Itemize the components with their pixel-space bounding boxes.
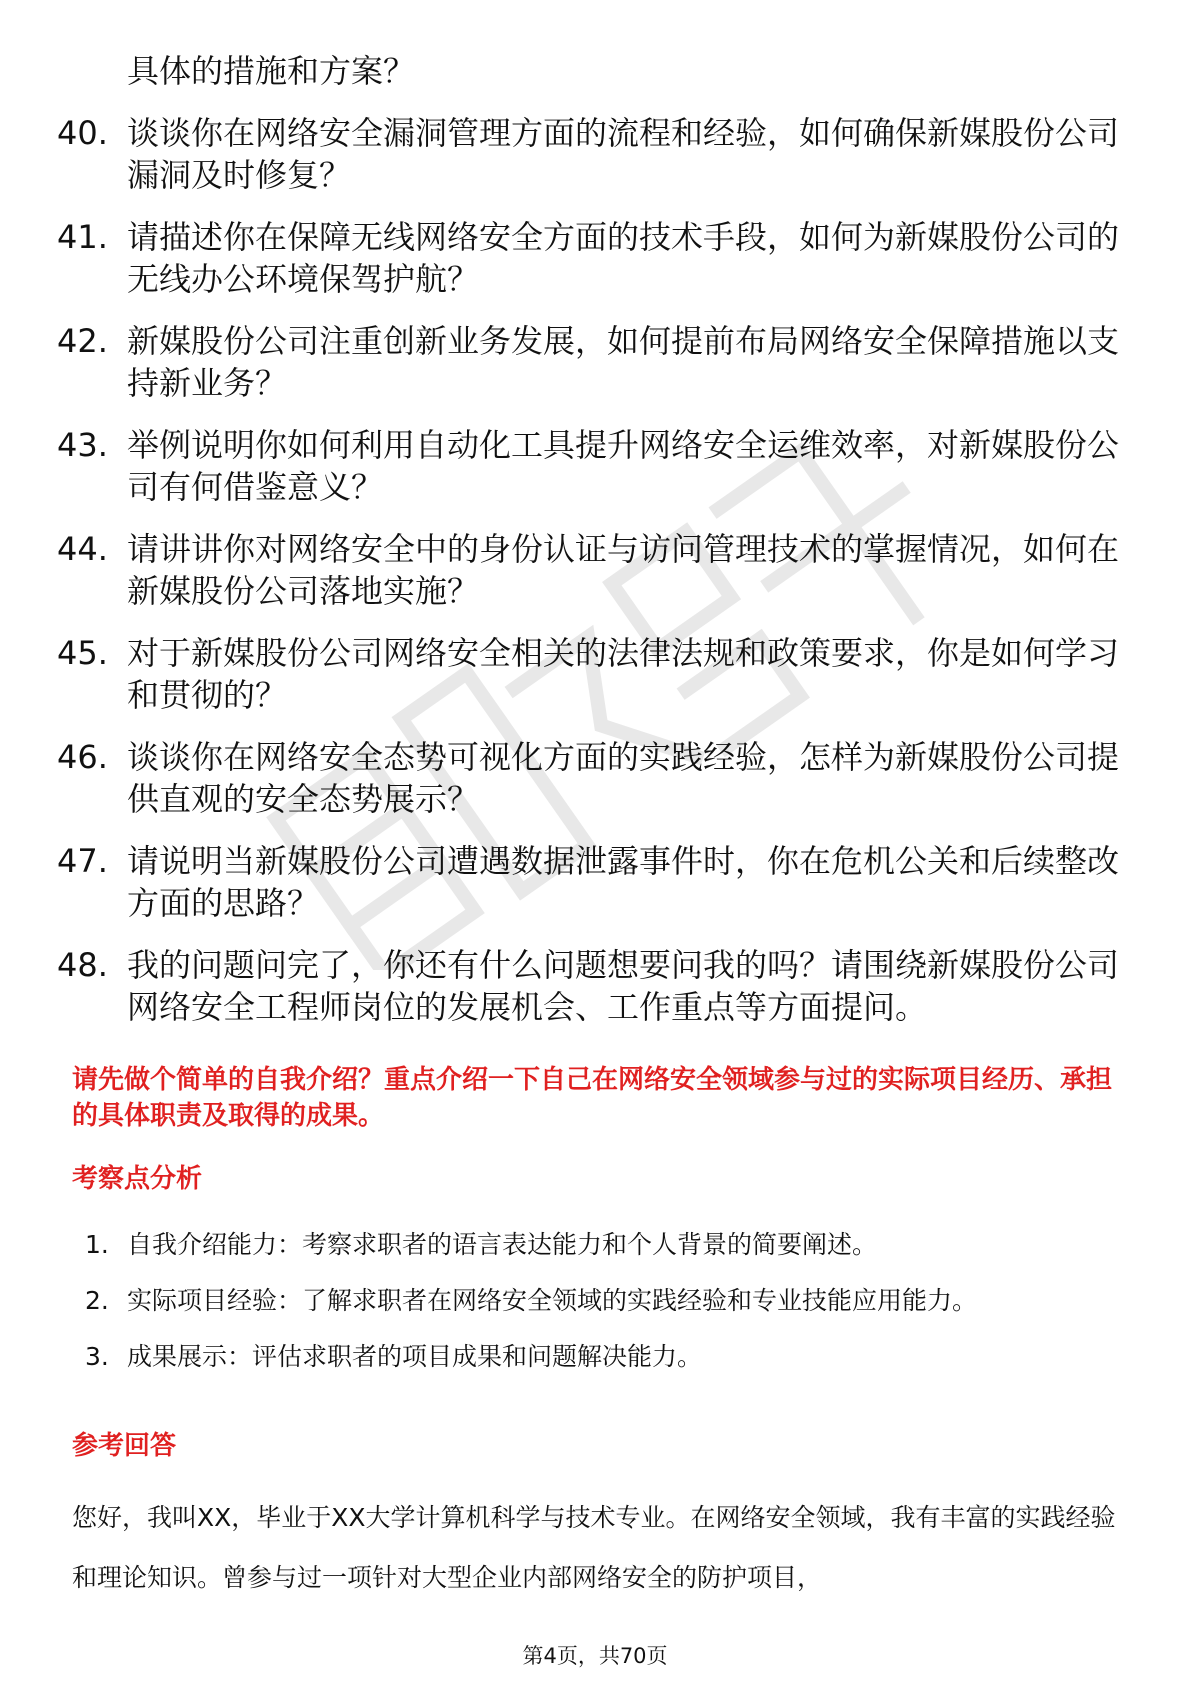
list-item — [57, 944, 1137, 1028]
analysis-point — [85, 1340, 1125, 1374]
list-item-text: 谈谈你在网络安全漏洞管理方面的流程和经验，如何确保新媒股份公司漏洞及时修复？ — [127, 114, 1120, 194]
list-item-number: 42. — [57, 322, 108, 360]
list-item — [57, 320, 1137, 404]
list-item-number: 41. — [57, 218, 108, 256]
analysis-point — [85, 1284, 1125, 1318]
list-item-text: 对于新媒股份公司网络安全相关的法律法规和政策要求，你是如何学习和贯彻的？ — [127, 634, 1120, 714]
list-item-number: 45. — [57, 634, 108, 672]
analysis-point-number: 2. — [85, 1286, 109, 1315]
list-item — [57, 840, 1137, 924]
list-item — [57, 424, 1137, 508]
question-list — [57, 50, 1137, 1048]
analysis-point-text: 自我介绍能力：考察求职者的语言表达能力和个人背景的简要阐述。 — [127, 1230, 878, 1259]
list-item-number: 43. — [57, 426, 108, 464]
analysis-points — [85, 1228, 1125, 1396]
highlight-question: 请先做个简单的自我介绍？重点介绍一下自己在网络安全领域参与过的实际项目经历、承担的具体职责及取得的成果。 — [72, 1065, 1113, 1131]
list-item-number: 47. — [57, 842, 108, 880]
list-item-text: 请说明当新媒股份公司遭遇数据泄露事件时，你在危机公关和后续整改方面的思路？ — [127, 842, 1120, 922]
analysis-point — [85, 1228, 1125, 1262]
list-item-text: 新媒股份公司注重创新业务发展，如何提前布局网络安全保障措施以支持新业务？ — [127, 322, 1120, 402]
analysis-point-text: 成果展示：评估求职者的项目成果和问题解决能力。 — [127, 1342, 703, 1371]
answer-text: 您好，我叫XX，毕业于XX大学计算机科学与技术专业。在网络安全领域，我有丰富的实践经验和理论知识。曾参与过一项针对大型企业内部网络安全的防护项目， — [72, 1503, 1116, 1592]
list-item-text: 谈谈你在网络安全态势可视化方面的实践经验，怎样为新媒股份公司提供直观的安全态势展示？ — [127, 738, 1120, 818]
list-item-text: 我的问题问完了，你还有什么问题想要问我的吗？请围绕新媒股份公司网络安全工程师岗位的发展机会、工作重点等方面提问。 — [127, 946, 1120, 1026]
list-item — [57, 528, 1137, 612]
analysis-point-number: 3. — [85, 1342, 109, 1371]
list-item-number: 46. — [57, 738, 108, 776]
list-item — [57, 216, 1137, 300]
list-item-text: 请描述你在保障无线网络安全方面的技术手段，如何为新媒股份公司的无线办公环境保驾护航？ — [127, 218, 1120, 298]
page-footer: 第4页，共70页 — [522, 1644, 668, 1668]
list-item — [57, 736, 1137, 820]
list-item-text: 请讲讲你对网络安全中的身份认证与访问管理技术的掌握情况，如何在新媒股份公司落地实施？ — [127, 530, 1120, 610]
list-item-text: 举例说明你如何利用自动化工具提升网络安全运维效率，对新媒股份公司有何借鉴意义？ — [127, 426, 1120, 506]
answer-title: 参考回答 — [72, 1431, 177, 1461]
list-item-number: 44. — [57, 530, 108, 568]
list-item-number: 48. — [57, 946, 108, 984]
analysis-point-text: 实际项目经验：了解求职者在网络安全领域的实践经验和专业技能应用能力。 — [127, 1286, 978, 1315]
analysis-point-number: 1. — [85, 1230, 109, 1259]
question-continuation: 具体的措施和方案？ — [127, 52, 416, 90]
analysis-title: 考察点分析 — [72, 1164, 203, 1194]
list-item — [57, 112, 1137, 196]
list-item-number: 40. — [57, 114, 108, 152]
list-item — [57, 632, 1137, 716]
